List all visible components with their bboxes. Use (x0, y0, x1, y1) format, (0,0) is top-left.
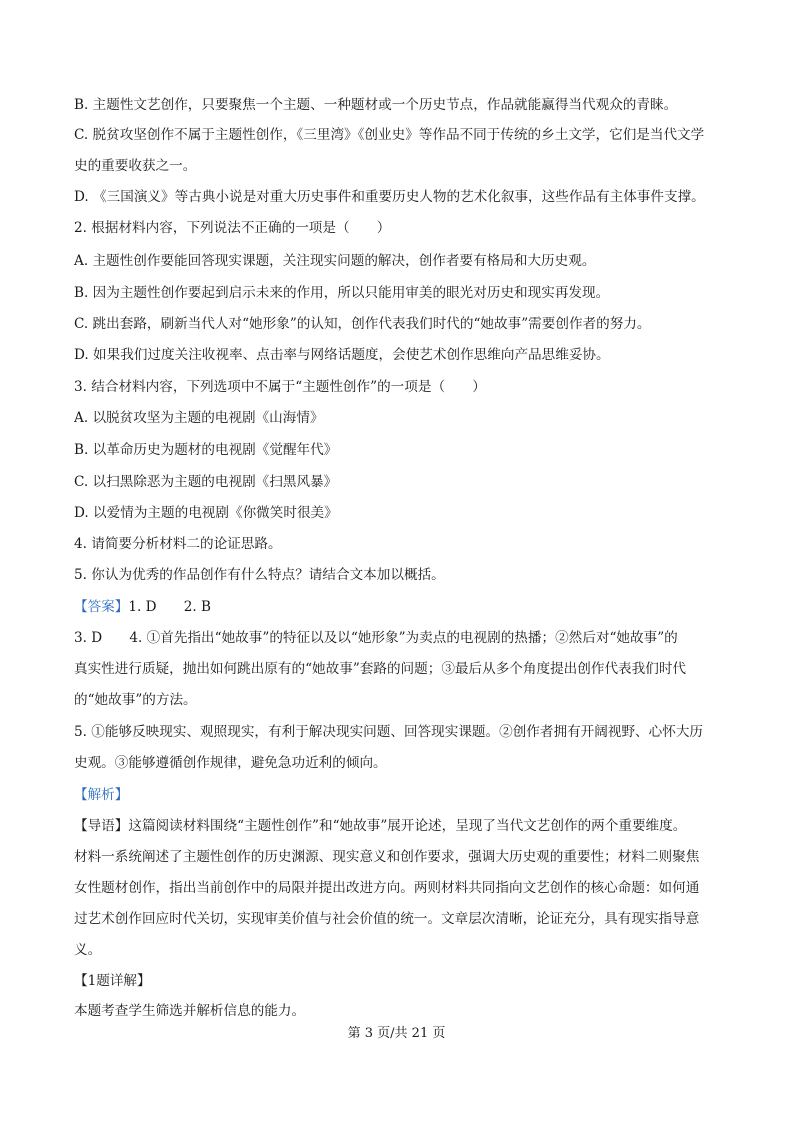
question-2: 2. 根据材料内容，下列说法不正确的一项是（ ） (74, 220, 391, 236)
option-3d: D. 以爱情为主题的电视剧《你微笑时很美》 (74, 505, 338, 521)
option-2c: C. 跳出套路，刷新当代人对“她形象”的认知，创作代表我们时代的“她故事”需要创作者的努力。 (74, 316, 651, 332)
analysis-label: 【解析】 (74, 787, 129, 803)
guide-line-2: 材料一系统阐述了主题性创作的历史渊源、现实意义和创作要求，强调大历史观的重要性；材料二则聚焦 (74, 849, 700, 865)
answer-line (74, 597, 726, 617)
guide-line-3: 女性题材创作，指出当前创作中的局限并提出改进方向。两则材料共同指向文艺创作的核心命题：如何通 (74, 880, 700, 896)
detail-text: 本题考查学生筛选并解析信息的能力。 (74, 1003, 306, 1019)
option-3c: C. 以扫黑除恶为主题的电视剧《扫黑风暴》 (74, 474, 338, 490)
option-3a: A. 以脱贫攻坚为主题的电视剧《山海情》 (74, 410, 324, 426)
answer-line-3: 真实性进行质疑，抛出如何跳出原有的“她故事”套路的问题；③最后从多个角度提出创作代表我们时代 (74, 661, 687, 677)
guide-line-5: 义。 (74, 942, 102, 958)
option-1c-cont: 史的重要收获之一。 (74, 158, 197, 174)
option-2d: D. 如果我们过度关注收视率、点击率与网络话题度，会使艺术创作思维向产品思维妥协。 (74, 347, 610, 363)
guide-label: 【导语】 (74, 818, 129, 834)
guide-text-1: 这篇阅读材料围绕“主题性创作”和“她故事”展开论述，呈现了当代文艺创作的两个重要维度。 (128, 818, 687, 834)
answer-line-5: 5. ①能够反映现实、观照现实，有利于解决现实问题、回答现实课题。②创作者拥有开阔视野、心怀大历 (74, 724, 704, 740)
question-5: 5. 你认为优秀的作品创作有什么特点？请结合文本加以概括。 (74, 567, 445, 583)
option-1d: D. 《三国演义》等古典小说是对重大历史事件和重要历史人物的艺术化叙事，这些作品有主体事件支撑。 (74, 189, 705, 205)
answer-line-4: 的“她故事”的方法。 (74, 692, 197, 708)
page-footer: 第 3 页/共 21 页 (347, 1026, 446, 1041)
answer-line-2: 3. D 4. ①首先指出“她故事”的特征以及以“她形象”为卖点的电视剧的热播；②然后对“她故事”的 (74, 630, 678, 646)
option-1c: C. 脱贫攻坚创作不属于主题性创作，《三里湾》《创业史》等作品不同于传统的乡土文学，它们是当代文学 (74, 127, 705, 143)
detail-label: 【1题详解】 (74, 973, 151, 989)
option-2b: B. 因为主题性创作要起到启示未来的作用，所以只能用审美的眼光对历史和现实再发现。 (74, 285, 610, 301)
option-2a: A. 主题性创作要能回答现实课题，关注现实问题的解决，创作者要有格局和大历史观。 (74, 253, 596, 269)
answer-line-6: 史观。③能够遵循创作规律，避免急功近利的倾向。 (74, 755, 387, 771)
answer-label: 【答案】 (74, 599, 129, 615)
option-3b: B. 以革命历史为题材的电视剧《觉醒年代》 (74, 442, 338, 458)
guide-line-1 (74, 816, 726, 836)
question-3: 3. 结合材料内容，下列选项中不属于“主题性创作”的一项是（ ） (74, 379, 486, 395)
option-1b: B. 主题性文艺创作，只要聚焦一个主题、一种题材或一个历史节点，作品就能赢得当代观众的青睐。 (74, 97, 678, 113)
question-4: 4. 请简要分析材料二的论证思路。 (74, 536, 282, 552)
answer-text: 1. D 2. B (128, 599, 212, 615)
guide-line-4: 过艺术创作回应时代关切，实现审美价值与社会价值的统一。文章层次清晰，论证充分，具有现实指导意 (74, 911, 700, 927)
